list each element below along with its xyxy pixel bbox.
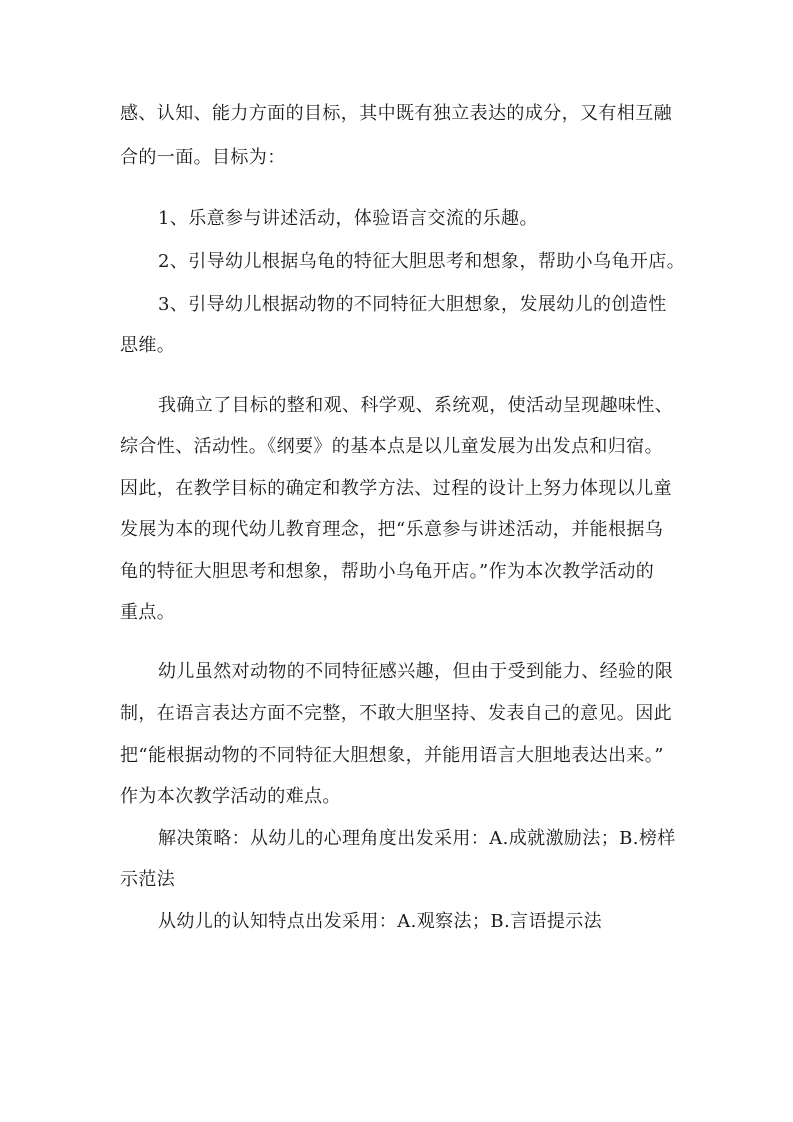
text-line: 从幼儿的认知特点出发采用：A.观察法；B.言语提示法 [158,911,603,932]
text-line: 思维。 [120,335,176,356]
text-line: 发展为本的现代幼儿教育理念，把“乐意参与讲述活动，并能根据乌 [120,519,664,540]
text-line: 示范法 [120,869,176,890]
text-line: 制，在语言表达方面不完整，不敢大胆坚持、发表自己的意见。因此 [120,703,672,724]
text-line: 解决策略：从幼儿的心理角度出发采用：A.成就激励法；B.榜样 [158,828,676,849]
text-line: 感、认知、能力方面的目标，其中既有独立表达的成分，又有相互融 [120,103,672,124]
text-line: 重点。 [120,602,176,623]
text-line: 1、乐意参与讲述活动，体验语言交流的乐趣。 [158,208,538,229]
text-line: 我确立了目标的整和观、科学观、系统观，使活动呈现趣味性、 [158,395,674,416]
text-line: 把“能根据动物的不同特征大胆想象，并能用语言大胆地表达出来。” [120,745,664,766]
text-line: 2、引导幼儿根据乌龟的特征大胆思考和想象，帮助小乌龟开店。 [158,251,686,272]
text-line: 龟的特征大胆思考和想象，帮助小乌龟开店。”作为本次教学活动的 [120,561,655,582]
text-line: 合的一面。目标为： [120,147,286,168]
text-line: 因此，在教学目标的确定和教学方法、过程的设计上努力体现以儿童 [120,478,672,499]
text-line: 综合性、活动性。《纲要》的基本点是以儿童发展为出发点和归宿。 [120,436,663,457]
text-line: 作为本次教学活动的难点。 [120,786,341,807]
text-line: 3、引导幼儿根据动物的不同特征大胆想象，发展幼儿的创造性 [158,294,667,315]
text-line: 幼儿虽然对动物的不同特征感兴趣，但由于受到能力、经验的限 [158,661,674,682]
